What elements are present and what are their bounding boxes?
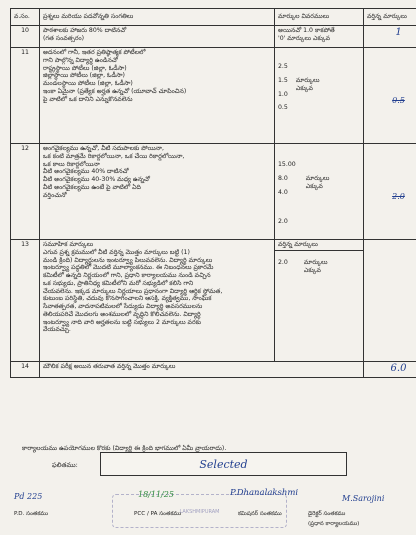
- marks-line: 1.5: [278, 76, 288, 84]
- result-box: [100, 452, 347, 476]
- desc-line: ఒక సభ్యుడు, ప్రాతినిధ్య కమిటీలోని మరో సభ్యుడిలో కలిసి గాని: [43, 279, 194, 287]
- desc-line: వీటి అంగవైకల్యము 40-30% మధ్య ఉన్నచో: [43, 176, 150, 183]
- row-description: మౌలిక పరీక్ష అయిన తరువాత వర్తిన్న మొత్తం మార్కులు: [40, 362, 364, 378]
- awarded-marks: [364, 240, 416, 362]
- desc-line: ఇంటర్వ్యూ నాది వారి అర్హతలను బట్టి సభ్యులు 2 మార్కులు వరకు: [43, 318, 201, 326]
- total-marks: 6.0: [364, 362, 416, 378]
- table-header-row: [11, 9, 416, 26]
- desc-line: వీటి అంగవైకల్యము 40% దాటినచో: [43, 168, 129, 176]
- table-row: [11, 362, 416, 378]
- row-description: [40, 48, 275, 144]
- row-marks: [275, 48, 364, 144]
- marks-line: 15.00: [278, 161, 296, 168]
- stamp-text: LAKSHMIPURAM: [179, 509, 220, 515]
- result-value: Selected: [199, 457, 248, 471]
- desc-line: ఇంటర్వ్యూ పద్ధతిలో మొదటి మూల్యాంకనము. ఈ నిబంధనలు ప్రకారమే: [43, 264, 214, 272]
- chair-signature-label: డైరెక్టర్ సంతకము: [308, 511, 346, 517]
- marks-line: 2.0: [278, 218, 288, 226]
- awarded-marks: [364, 48, 416, 144]
- marks-table: [10, 8, 416, 378]
- row-description: [40, 144, 275, 240]
- desc-line: మండలస్థాయి పోటీలు (జిల్లా, ఓడీసా): [43, 80, 133, 87]
- marks-label: మార్కులు ఎక్కువ: [305, 175, 330, 190]
- office-label: (ప్రధాన కార్యాలయము): [308, 521, 360, 527]
- marks-subheader: వర్తిన్న మార్కులు: [275, 240, 363, 251]
- marks-label: మార్కులు ఎక్కువ: [303, 258, 328, 274]
- desc-line: సమూహిక మార్కులు: [43, 241, 94, 248]
- desc-line: వేయవచ్చు.: [43, 326, 71, 334]
- row-number: 12: [11, 144, 40, 240]
- row-description: [40, 240, 275, 362]
- marks-line: 0.5: [278, 104, 288, 112]
- desc-line: వర్తించునో: [43, 191, 67, 199]
- header-description: ప్రశ్నలు మరియు పదవోన్నతి సంగతిలు: [40, 9, 275, 26]
- awarded-marks: [364, 144, 416, 240]
- header-serial: వ.సం.: [11, 9, 40, 26]
- marks-label: మార్కులు ఎక్కువ: [295, 77, 320, 92]
- marks-line: 2.5: [278, 63, 288, 70]
- desc-line: ఒక కంటి మాత్రమే రికార్డలోయినా, ఒక చేయి రికార్డలోయినా,: [43, 152, 185, 160]
- signature-pd: Pd 225: [14, 492, 43, 501]
- awarded-value: 2.0: [392, 192, 405, 201]
- header-marks-details: మార్కుల వివరములు: [275, 9, 364, 26]
- marks-line: 8.0: [278, 174, 288, 182]
- office-use-note: కార్యాలయము ఉపయోగముల కొరకు (విద్యార్థి ఈ క్రింది భాగములో ఏమీ వ్రాయరాదు).: [22, 445, 227, 452]
- marks-line: 2.0: [278, 258, 288, 266]
- desc-line: ఒక కాలు రికార్డలోయినా: [43, 160, 100, 168]
- row-description: [40, 26, 275, 48]
- desc-line: ఎగువ ప్రశ్న క్రమములో వీటి వర్తిన్న మొత్తం మార్కులు బట్టి (1): [43, 248, 190, 256]
- signature-sarojini: M.Sarojini: [342, 494, 385, 503]
- desc-line: జిల్లాస్థాయి పోటీలు (జిల్లా, ఓడీసా): [43, 72, 125, 80]
- marks-line: అయినచో 1.0 కాకపోతే: [278, 27, 335, 34]
- marks-line: '0' మార్కులు ఎక్కువ: [278, 34, 331, 42]
- table-row: [11, 240, 416, 362]
- awarded-value: 0.5: [392, 96, 405, 105]
- desc-line: గాని పాల్గొన్న విద్యార్థి ఉండినచో: [43, 56, 118, 64]
- desc-line: మండి క్రింది) విద్యార్థులను ఇంటర్వ్యూ పిలువవలెను. విద్యార్థి మార్కులు: [43, 256, 213, 264]
- desc-line: కమిటీలో ఉన్నది నిర్ణయంలో గాని, ప్రధాని కార్యాలయము నుండి వచ్చిన: [43, 272, 211, 279]
- desc-line: చేయవలెను. ఇక్కడ మార్కులు నిర్ణయాలు ప్రధానంగా విద్యార్థి ఆర్థిక స్థోమత,: [43, 287, 223, 295]
- awarded-marks: 1: [364, 26, 416, 48]
- row-number: 14: [11, 362, 40, 378]
- row-marks: [275, 240, 364, 362]
- desc-line: కుటుంబ పరిస్థితి, చదువు కొనసాగించాలని ఆసక్తి, వ్యక్తిత్వము, సాంఘిక: [43, 295, 212, 303]
- desc-line: పాఠశాలకు హాజరు 80% దాటినచో: [43, 27, 127, 34]
- table-row: [11, 48, 416, 144]
- desc-line: అంగవైకల్యము ఉన్నచో, వీటి సదుపాలకు పోయినా,: [43, 145, 164, 152]
- row-number: 11: [11, 48, 40, 144]
- desc-line: రాష్ట్రస్థాయి పోటీలు (జిల్లా, ఓడీసా): [43, 64, 127, 72]
- row-marks: [275, 144, 364, 240]
- signature-date: 18/11/25: [138, 490, 174, 499]
- desc-line: తెలియపరిచే మొదలగు అంశములలో వృద్ధిని కొలిచవలెను. విద్యార్థి: [43, 310, 201, 318]
- pd-signature-label: P.D. సంతకము: [14, 511, 49, 517]
- desc-line: (గత సంవత్సరం): [43, 34, 85, 42]
- commission-signature-label: కమిషనర్ సంతకము: [238, 511, 282, 517]
- desc-line: పై వాటిలో ఒక దానిని ఎన్నుకొనవలెను: [43, 95, 133, 103]
- desc-line: అదనంలో గానీ, ఇతర ప్రతిష్ఠాత్మక పోటీలలో: [43, 49, 146, 56]
- pcc-signature-label: PCC / PA సంతకము: [134, 511, 182, 517]
- marks-line: 4.0: [278, 188, 288, 196]
- table-row: [11, 26, 416, 48]
- result-label: ఫలితము:: [52, 461, 78, 469]
- desc-line: వీటి అంగవైకల్యము ఉంటే పై వాటిలో ఏది: [43, 183, 141, 191]
- desc-line: ఇంకా ఏమైనా (ప్రత్యేక అర్హత ఉన్నచో (యూవాచ్ చూపించిన): [43, 87, 187, 95]
- row-number: 13: [11, 240, 40, 362]
- header-awarded: వర్తిన్న మార్కులు: [364, 9, 416, 26]
- marks-line: 1.0: [278, 90, 288, 98]
- table-row: [11, 144, 416, 240]
- row-number: 10: [11, 26, 40, 48]
- signature-dhanalakshmi: P.Dhanalakshmi: [230, 488, 299, 498]
- desc-line: సేవాతత్పరత, వాదనాపటిమలలో సేద్యుడు విద్యార్థి అవసరములను: [43, 303, 203, 310]
- row-marks: [275, 26, 364, 48]
